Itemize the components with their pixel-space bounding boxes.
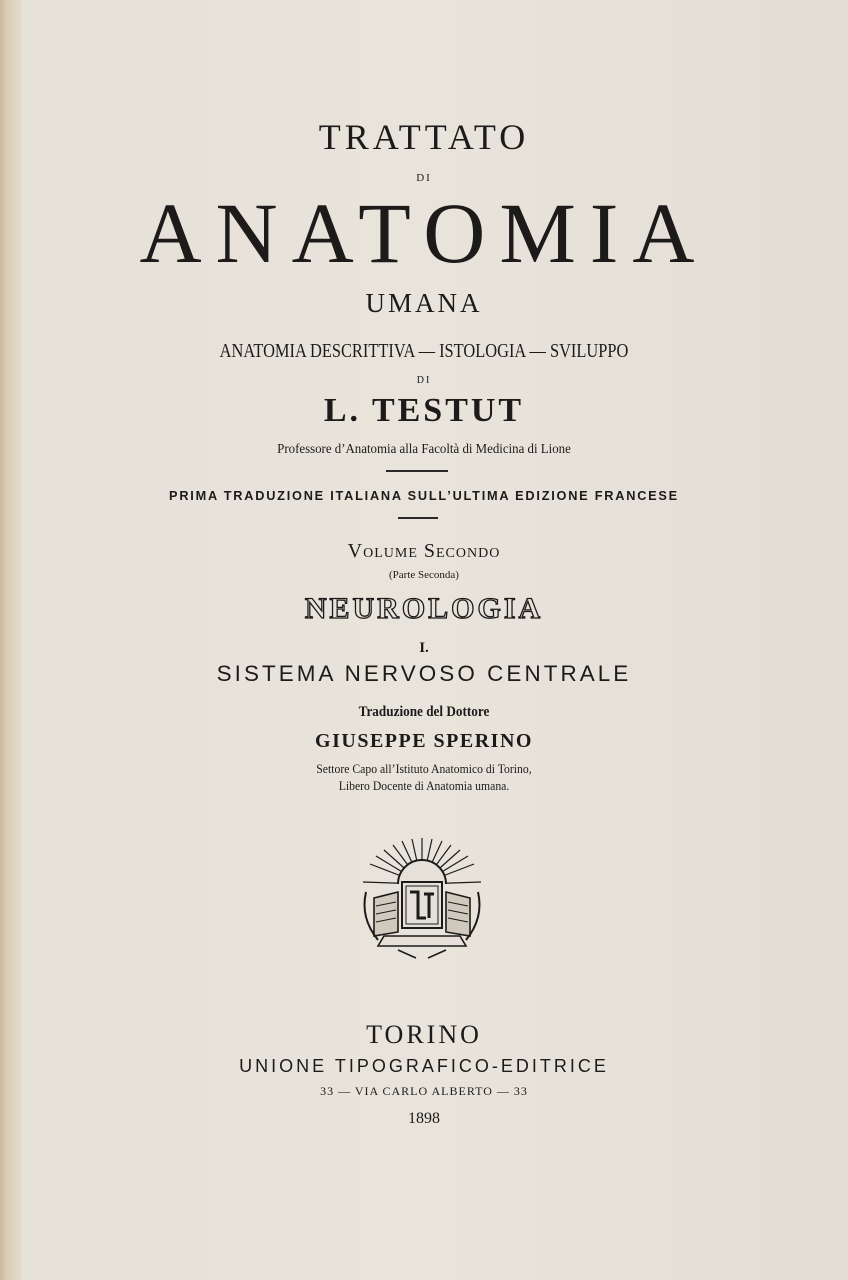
section-title: NEUROLOGIA <box>304 592 544 625</box>
publisher-city: TORINO <box>366 1020 482 1049</box>
divider-rule <box>386 470 448 472</box>
translator-name: GIUSEPPE SPERINO <box>315 730 533 752</box>
volume-label: Volume Secondo <box>347 540 501 562</box>
subtitle: ANATOMIA DESCRITTIVA — ISTOLOGIA — SVILUPPO <box>219 340 629 362</box>
publication-year: 1898 <box>408 1110 440 1127</box>
author-title: Professore d’Anatomia alla Facoltà di Medicina di Lione <box>277 442 571 457</box>
section-number: I. <box>419 640 429 656</box>
translation-by: Traduzione del Dottore <box>358 704 490 720</box>
title-trattato: TRATTATO <box>318 117 530 157</box>
publisher-name: UNIONE TIPOGRAFICO-EDITRICE <box>239 1056 609 1076</box>
translator-role-2: Libero Docente di Anatomia umana. <box>338 778 510 793</box>
volume-part: (Parte Seconda) <box>389 569 459 581</box>
author-di: DI <box>416 375 432 386</box>
divider-rule <box>398 517 438 519</box>
title-umana: UMANA <box>365 288 483 318</box>
translation-note: PRIMA TRADUZIONE ITALIANA SULL’ULTIMA EDIZIONE FRANCESE <box>169 488 679 503</box>
section-subtitle: SISTEMA NERVOSO CENTRALE <box>216 661 632 686</box>
publisher-emblem <box>358 832 486 960</box>
translator-role-1: Settore Capo all’Istituto Anatomico di Torino, <box>316 761 532 776</box>
title-di: DI <box>416 172 432 184</box>
author-name: L. TESTUT <box>323 392 525 429</box>
title-anatomia: ANATOMIA <box>139 185 709 281</box>
publisher-address: 33 — VIA CARLO ALBERTO — 33 <box>320 1084 528 1098</box>
